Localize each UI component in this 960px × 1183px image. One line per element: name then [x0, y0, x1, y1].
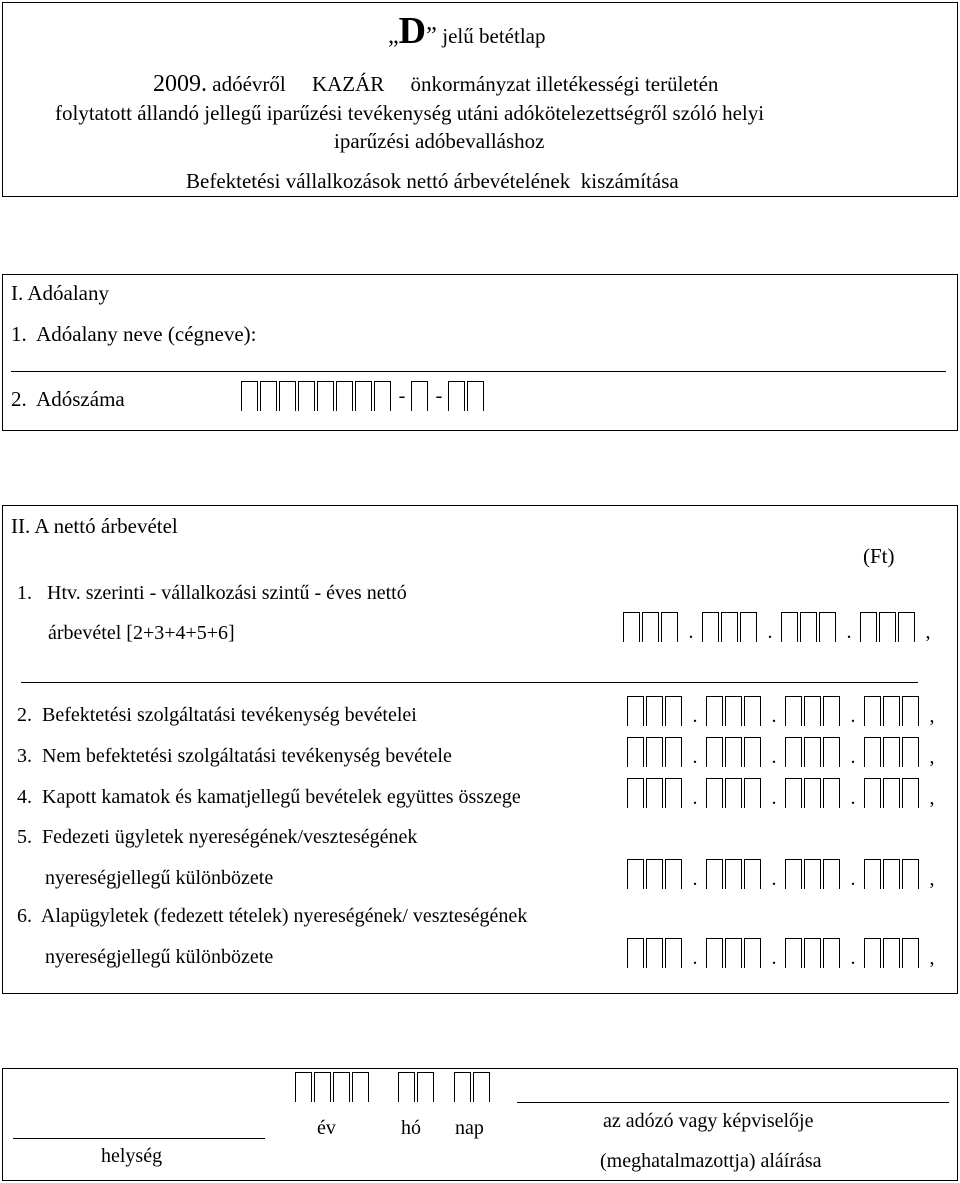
thousands-separator: .	[692, 787, 698, 809]
row-6-amount-field[interactable]	[627, 938, 943, 968]
digit-box[interactable]	[819, 612, 836, 642]
digit-box[interactable]	[646, 938, 663, 968]
digit-box[interactable]	[721, 612, 738, 642]
decimal-comma: ,	[929, 746, 935, 768]
digit-box[interactable]	[785, 737, 802, 767]
year-field[interactable]	[295, 1072, 371, 1102]
row-3-amount-field[interactable]	[627, 737, 943, 767]
thousands-separator: .	[771, 787, 777, 809]
digit-box[interactable]	[864, 778, 881, 808]
title-rest: jelű betétlap	[442, 24, 546, 48]
digit-box[interactable]	[744, 696, 761, 726]
digit-box[interactable]	[467, 381, 484, 411]
digit-box[interactable]	[804, 859, 821, 889]
thousands-separator: .	[850, 705, 856, 727]
thousands-separator: .	[846, 621, 852, 643]
row-4-amount-field[interactable]	[627, 778, 943, 808]
thousands-separator: .	[850, 947, 856, 969]
thousands-separator: .	[850, 746, 856, 768]
digit-box[interactable]	[902, 938, 919, 968]
digit-box[interactable]	[627, 859, 644, 889]
digit-box[interactable]	[902, 737, 919, 767]
digit-box[interactable]	[823, 859, 840, 889]
signature-box	[2, 1068, 958, 1181]
digit-box[interactable]	[864, 938, 881, 968]
month-field[interactable]	[398, 1072, 436, 1102]
place-label: helység	[101, 1145, 163, 1167]
thousands-separator: .	[771, 705, 777, 727]
digit-box[interactable]	[781, 612, 798, 642]
digit-box[interactable]	[740, 612, 757, 642]
digit-box[interactable]	[642, 612, 659, 642]
digit-box[interactable]	[883, 737, 900, 767]
signature-line[interactable]	[517, 1102, 949, 1103]
day-field[interactable]	[454, 1072, 492, 1102]
signer-label-cont: (meghatalmazottja) aláírása	[600, 1150, 822, 1172]
section-2-title: II. A nettó árbevétel	[11, 514, 178, 538]
decimal-comma: ,	[929, 705, 935, 727]
digit-box[interactable]	[804, 737, 821, 767]
row-5-label: 5. Fedezeti ügyletek nyereségének/veszteségének	[17, 826, 418, 848]
header-line-3: iparűzési adóbevalláshoz	[334, 129, 545, 153]
thousands-separator: .	[767, 621, 773, 643]
thousands-separator: .	[688, 621, 694, 643]
decimal-comma: ,	[929, 947, 935, 969]
decimal-comma: ,	[925, 621, 931, 643]
header-subtitle: Befektetési vállalkozások nettó árbevételének kiszámítása	[186, 169, 679, 193]
place-line[interactable]	[13, 1138, 265, 1139]
digit-box[interactable]	[823, 696, 840, 726]
digit-box[interactable]	[744, 859, 761, 889]
digit-box[interactable]	[883, 938, 900, 968]
digit-box[interactable]	[898, 612, 915, 642]
row-2-label: 2. Befektetési szolgáltatási tevékenység bevételei	[17, 704, 417, 726]
taxpayer-name-label: 1. Adóalany neve (cégneve):	[11, 322, 257, 346]
header-line-1-rest: adóévről KAZÁR önkormányzat illetékességi területén	[212, 72, 719, 96]
digit-box[interactable]	[744, 778, 761, 808]
decimal-comma: ,	[929, 787, 935, 809]
digit-box[interactable]	[725, 778, 742, 808]
digit-box[interactable]	[706, 696, 723, 726]
digit-box[interactable]	[665, 859, 682, 889]
digit-box[interactable]	[661, 612, 678, 642]
section-adoalany	[2, 274, 958, 431]
tax-number-dash: -	[435, 385, 443, 407]
digit-box[interactable]	[883, 696, 900, 726]
digit-box[interactable]	[725, 859, 742, 889]
digit-box[interactable]	[879, 612, 896, 642]
digit-box[interactable]	[706, 737, 723, 767]
digit-box[interactable]	[665, 938, 682, 968]
digit-box[interactable]	[627, 696, 644, 726]
thousands-separator: .	[692, 746, 698, 768]
digit-box[interactable]	[317, 381, 334, 411]
digit-box[interactable]	[665, 778, 682, 808]
digit-box[interactable]	[823, 778, 840, 808]
digit-box[interactable]	[804, 938, 821, 968]
digit-box[interactable]	[744, 737, 761, 767]
section-net-revenue	[2, 505, 958, 994]
thousands-separator: .	[771, 947, 777, 969]
digit-box[interactable]	[417, 1072, 434, 1102]
digit-box[interactable]	[646, 859, 663, 889]
digit-box[interactable]	[333, 1072, 350, 1102]
thousands-separator: .	[692, 947, 698, 969]
header-line-1	[153, 71, 718, 98]
currency-unit: (Ft)	[863, 544, 895, 568]
title-quote-close: ”	[426, 23, 437, 49]
tax-number-label: 2. Adószáma	[11, 387, 125, 411]
year: 2009.	[153, 71, 207, 97]
row-6-label-cont: nyereségjellegű különbözete	[45, 946, 274, 968]
row-4-label: 4. Kapott kamatok és kamatjellegű bevételek együttes összege	[17, 786, 521, 808]
header-line-2: folytatott állandó jellegű iparűzési tevékenység utáni adókötelezettségről szóló helyi	[55, 101, 765, 125]
digit-box[interactable]	[298, 381, 315, 411]
digit-box[interactable]	[706, 778, 723, 808]
signer-label: az adózó vagy képviselője	[603, 1110, 814, 1132]
digit-box[interactable]	[398, 1072, 415, 1102]
title-letter: D	[398, 10, 427, 52]
thousands-separator: .	[850, 868, 856, 890]
digit-box[interactable]	[646, 778, 663, 808]
digit-box[interactable]	[785, 696, 802, 726]
digit-box[interactable]	[665, 696, 682, 726]
digit-box[interactable]	[702, 612, 719, 642]
digit-box[interactable]	[725, 938, 742, 968]
taxpayer-name-field[interactable]	[11, 371, 946, 372]
digit-box[interactable]	[336, 381, 353, 411]
row-6-label: 6. Alapügyletek (fedezett tételek) nyereségének/ veszteségének	[17, 905, 528, 927]
month-label: hó	[401, 1117, 421, 1139]
digit-box[interactable]	[627, 938, 644, 968]
digit-box[interactable]	[864, 737, 881, 767]
digit-box[interactable]	[902, 696, 919, 726]
digit-box[interactable]	[902, 859, 919, 889]
digit-box[interactable]	[374, 381, 391, 411]
digit-box[interactable]	[260, 381, 277, 411]
digit-box[interactable]	[279, 381, 296, 411]
year-label: év	[317, 1117, 336, 1139]
sheet-title	[388, 9, 545, 53]
digit-box[interactable]	[411, 381, 428, 411]
digit-box[interactable]	[352, 1072, 369, 1102]
digit-box[interactable]	[902, 778, 919, 808]
decimal-comma: ,	[929, 868, 935, 890]
digit-box[interactable]	[785, 859, 802, 889]
thousands-separator: .	[692, 868, 698, 890]
row-1-label-cont: árbevétel [2+3+4+5+6]	[48, 622, 235, 644]
digit-box[interactable]	[448, 381, 465, 411]
digit-box[interactable]	[804, 778, 821, 808]
digit-box[interactable]	[706, 938, 723, 968]
row-5-amount-field[interactable]	[627, 859, 943, 889]
digit-box[interactable]	[295, 1072, 312, 1102]
header-box	[2, 2, 958, 197]
digit-box[interactable]	[473, 1072, 490, 1102]
digit-box[interactable]	[785, 778, 802, 808]
row-2-amount-field[interactable]	[627, 696, 943, 726]
digit-box[interactable]	[725, 737, 742, 767]
digit-box[interactable]	[627, 737, 644, 767]
digit-box[interactable]	[804, 696, 821, 726]
digit-box[interactable]	[646, 737, 663, 767]
row-1-label: 1. Htv. szerinti - vállalkozási szintű - éves nettó	[17, 582, 407, 604]
digit-box[interactable]	[864, 696, 881, 726]
thousands-separator: .	[771, 868, 777, 890]
title-quote-open: „	[388, 23, 399, 49]
digit-box[interactable]	[785, 938, 802, 968]
digit-box[interactable]	[355, 381, 372, 411]
digit-box[interactable]	[883, 859, 900, 889]
digit-box[interactable]	[883, 778, 900, 808]
digit-box[interactable]	[823, 737, 840, 767]
digit-box[interactable]	[454, 1072, 471, 1102]
digit-box[interactable]	[860, 612, 877, 642]
row-divider	[21, 682, 918, 683]
tax-number-dash: -	[398, 385, 406, 407]
digit-box[interactable]	[800, 612, 817, 642]
thousands-separator: .	[771, 746, 777, 768]
section-1-title: I. Adóalany	[11, 281, 109, 305]
digit-box[interactable]	[725, 696, 742, 726]
tax-number-field[interactable]	[241, 381, 486, 411]
thousands-separator: .	[850, 787, 856, 809]
digit-box[interactable]	[823, 938, 840, 968]
digit-box[interactable]	[241, 381, 258, 411]
digit-box[interactable]	[665, 737, 682, 767]
row-5-label-cont: nyereségjellegű különbözete	[45, 867, 274, 889]
digit-box[interactable]	[706, 859, 723, 889]
digit-box[interactable]	[646, 696, 663, 726]
digit-box[interactable]	[744, 938, 761, 968]
row-1-amount-field[interactable]	[623, 612, 939, 642]
row-3-label: 3. Nem befektetési szolgáltatási tevékenység bevétele	[17, 745, 452, 767]
day-label: nap	[455, 1117, 484, 1139]
thousands-separator: .	[692, 705, 698, 727]
digit-box[interactable]	[864, 859, 881, 889]
digit-box[interactable]	[623, 612, 640, 642]
digit-box[interactable]	[627, 778, 644, 808]
digit-box[interactable]	[314, 1072, 331, 1102]
